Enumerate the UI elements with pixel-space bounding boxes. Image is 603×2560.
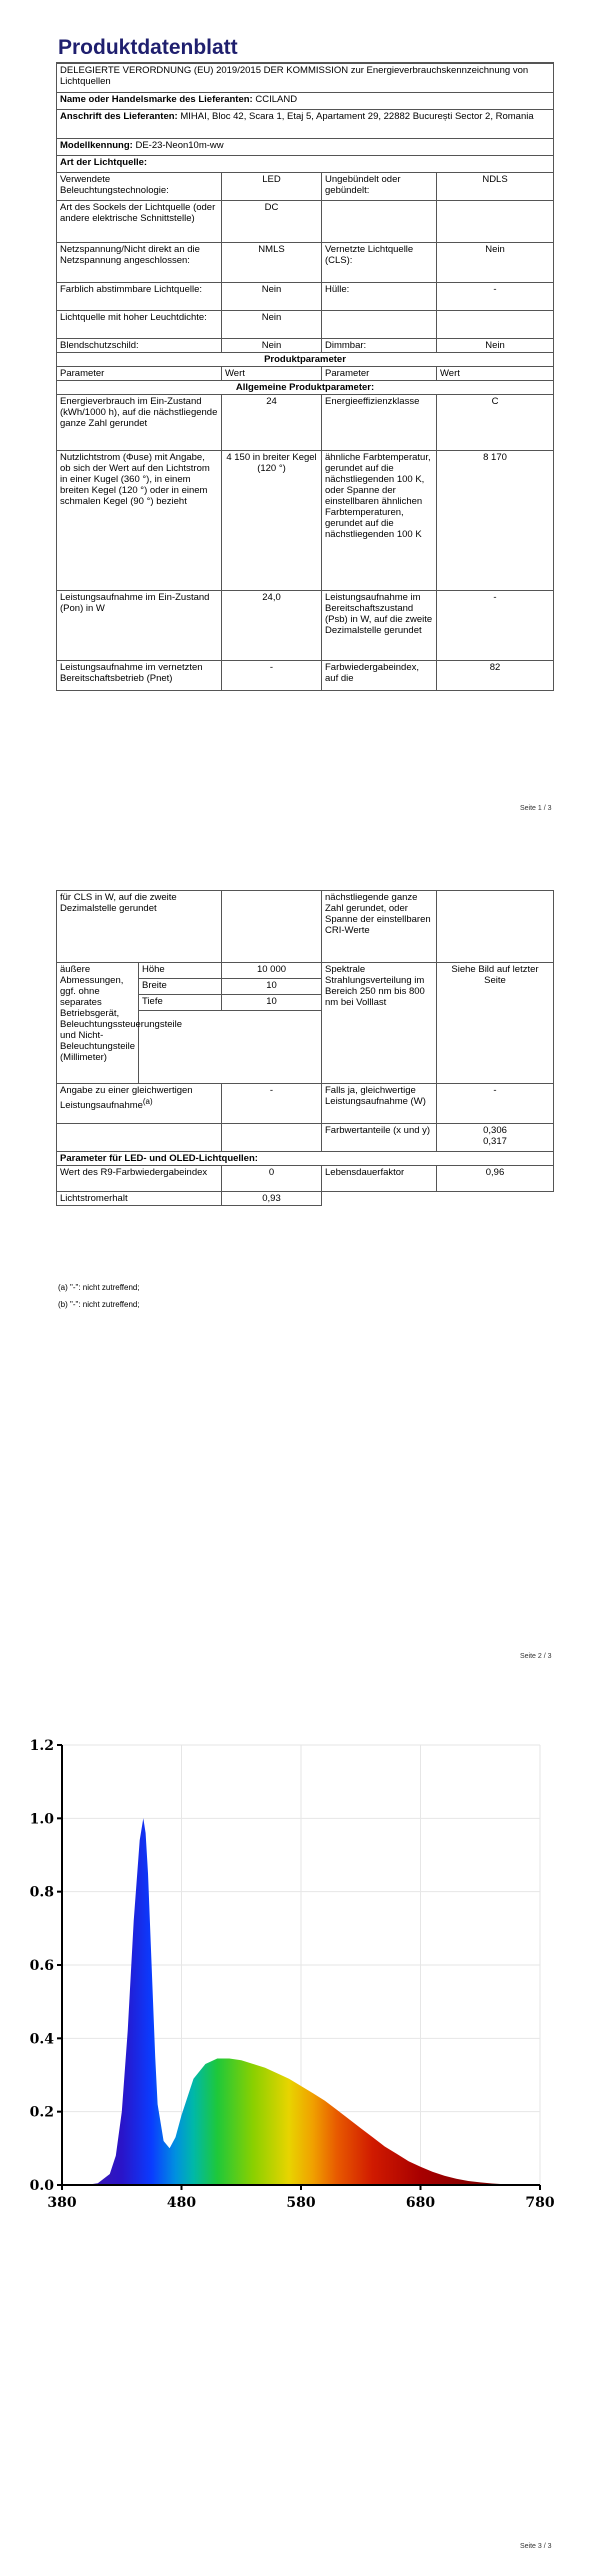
table-cell: Leistungsaufnahme im vernetzten Bereitschaftsbetrieb (Pnet) [57,661,222,691]
dimensions-label: äußere Abmessungen, ggf. ohne separates Betriebsgerät, Beleuchtungssteuerungsteile und Nicht-Beleuchtungsteile (Millimeter) [57,963,139,1084]
table-cell: Nutzlichtstrom (Φuse) mit Angabe, ob sich der Wert auf den Lichtstrom in einer Kugel (360 °), in einem breiten Kegel (120 °) oder in einem schmalen Kegel (90 °) bezieht [57,451,222,591]
address-value: MIHAI, Bloc 42, Scara 1, Etaj 5, Apartament 29, 22882 București Sector 2, Romania [180,111,534,122]
x-tick-label: 680 [405,2195,436,2211]
table-cell: 4 150 in breiter Kegel (120 °) [222,451,322,591]
supplier-table [56,62,554,691]
table-cell: Energieverbrauch im Ein-Zustand (kWh/1000 h), auf die nächstliegende ganze Zahl gerundet [57,395,222,451]
regulation-text: DELEGIERTE VERORDNUNG (EU) 2019/2015 DER KOMMISSION zur Energieverbrauchskennzeichnung von Lichtquellen [57,63,554,93]
dimension-value: 10 [222,979,322,995]
table-cell: nächstliegende ganze Zahl gerundet, oder Spanne der einstellbaren CRI-Werte [322,891,437,963]
table-cell: Nein [222,339,322,353]
spectral-distribution-chart [0,1735,603,2255]
x-tick-label: 380 [47,2195,77,2211]
x-tick-label: 780 [525,2195,555,2211]
y-tick-label: 1.2 [29,1738,54,1754]
table-cell [322,311,437,339]
footnote-b: (b) "-": nicht zutreffend; [58,1300,140,1309]
y-tick-label: 0.0 [29,2178,54,2194]
dimension-name: Breite [139,979,222,995]
general-params-header: Allgemeine Produktparameter: [57,381,554,395]
table-cell: DC [222,201,322,243]
table-cell: Nein [222,283,322,311]
table-cell: Lichtquelle mit hoher Leuchtdichte: [57,311,222,339]
table-cell: 0,93 [222,1191,322,1205]
table-cell: Lichtstromerhalt [57,1191,222,1205]
table-cell: Farblich abstimmbare Lichtquelle: [57,283,222,311]
column-header: Wert [437,367,554,381]
table-cell: Nein [222,311,322,339]
table-cell: für CLS in W, auf die zweite Dezimalstelle gerundet [57,891,222,963]
table-cell: Vernetzte Lichtquelle (CLS): [322,243,437,283]
equivalent-power-value: - [222,1083,322,1123]
table-cell: 24,0 [222,591,322,661]
table-cell: ähnliche Farbtemperatur, gerundet auf die nächstliegenden 100 K, oder Spanne der einstellbaren ähnlichen Farbtemperaturen, gerundet auf die nächstliegenden 100 K [322,451,437,591]
page-number: Seite 2 / 3 [520,1653,552,1660]
model-label: Modellkennung: [60,140,133,151]
y-tick-label: 0.8 [29,1884,54,1901]
column-header: Wert [222,367,322,381]
spectral-label: Spektrale Strahlungsverteilung im Bereich 250 nm bis 800 nm bei Volllast [322,963,437,1084]
table-cell: - [437,591,554,661]
y-tick-label: 0.6 [29,1958,54,1974]
table-cell: Nein [437,339,554,353]
y-tick-label: 0.2 [29,2104,54,2121]
supplier-name-value: CCILAND [255,94,298,105]
table-cell [437,891,554,963]
table-cell: Blendschutzschild: [57,339,222,353]
table-cell: Nein [437,243,554,283]
equivalent-power-label: Angabe zu einer gleichwertigen Leistungsaufnahme$^{(a)}$ [57,1083,222,1123]
table-cell: Leistungsaufnahme im Bereitschaftszustand (Psb) in W, auf die zweite Dezimalstelle gerundet [322,591,437,661]
dimension-value: 10 000 [222,963,322,979]
page-title: Produktdatenblatt [58,36,238,59]
page-3 [0,1675,603,2560]
supplier-name-row [57,93,554,110]
page-2 [0,825,603,1675]
table-cell: - [222,661,322,691]
footnote-a: (a) "-": nicht zutreffend; [58,1283,140,1292]
column-header: Parameter [322,367,437,381]
table-cell [437,201,554,243]
dimension-name: Höhe [139,963,222,979]
y-axis-ticks [30,1738,62,2194]
table-cell: 0,96 [437,1165,554,1191]
table-cell: 82 [437,661,554,691]
led-params-header: Parameter für LED- und OLED-Lichtquellen: [57,1151,554,1165]
table-cell [437,311,554,339]
table-cell: 8 170 [437,451,554,591]
table-cell: Dimmbar: [322,339,437,353]
table-cell: C [437,395,554,451]
table-cell: Verwendete Beleuchtungstechnologie: [57,173,222,201]
params-table-continued [56,890,554,1206]
table-cell: Energieeffizienzklasse [322,395,437,451]
x-tick-label: 580 [286,2195,316,2211]
table-cell: NMLS [222,243,322,283]
table-cell: Hülle: [322,283,437,311]
address-row [57,110,554,139]
dimension-name: Tiefe [139,995,222,1011]
y-tick-label: 0.4 [29,2031,54,2048]
spectral-value: Siehe Bild auf letzter Seite [437,963,554,1084]
table-cell: Lebensdauerfaktor [322,1165,437,1191]
table-cell [222,891,322,963]
model-row [57,139,554,156]
table-cell: Art des Sockels der Lichtquelle (oder andere elektrische Schnittstelle) [57,201,222,243]
table-cell [322,201,437,243]
page-1 [0,0,603,825]
table-cell: Farbwiedergabeindex, auf die [322,661,437,691]
table-cell: Wert des R9-Farbwiedergabeindex [57,1165,222,1191]
table-cell: - [437,1083,554,1123]
page-number: Seite 1 / 3 [520,805,552,812]
table-cell: - [437,283,554,311]
table-cell: NDLS [437,173,554,201]
x-tick-label: 480 [166,2195,197,2211]
model-value: DE-23-Neon10m-ww [135,140,224,151]
supplier-name-label: Name oder Handelsmarke des Lieferanten: [60,94,253,105]
dimension-value: 10 [222,995,322,1011]
color-coordinates-value: 0,306 0,317 [437,1123,554,1151]
color-coordinates-label: Farbwertanteile (x und y) [322,1123,437,1151]
table-cell: Falls ja, gleichwertige Leistungsaufnahme (W) [322,1083,437,1123]
column-header: Parameter [57,367,222,381]
table-cell: 24 [222,395,322,451]
x-axis-ticks [47,2185,554,2211]
table-cell: 0 [222,1165,322,1191]
product-params-header: Produktparameter [57,353,554,367]
page-number: Seite 3 / 3 [520,2543,552,2550]
table-cell: Leistungsaufnahme im Ein-Zustand (Pon) in W [57,591,222,661]
light-source-type-header: Art der Lichtquelle: [57,156,554,173]
table-cell: Ungebündelt oder gebündelt: [322,173,437,201]
table-cell: LED [222,173,322,201]
y-tick-label: 1.0 [29,1811,54,1828]
address-label: Anschrift des Lieferanten: [60,111,178,122]
table-cell: Netzspannung/Nicht direkt an die Netzspannung angeschlossen: [57,243,222,283]
